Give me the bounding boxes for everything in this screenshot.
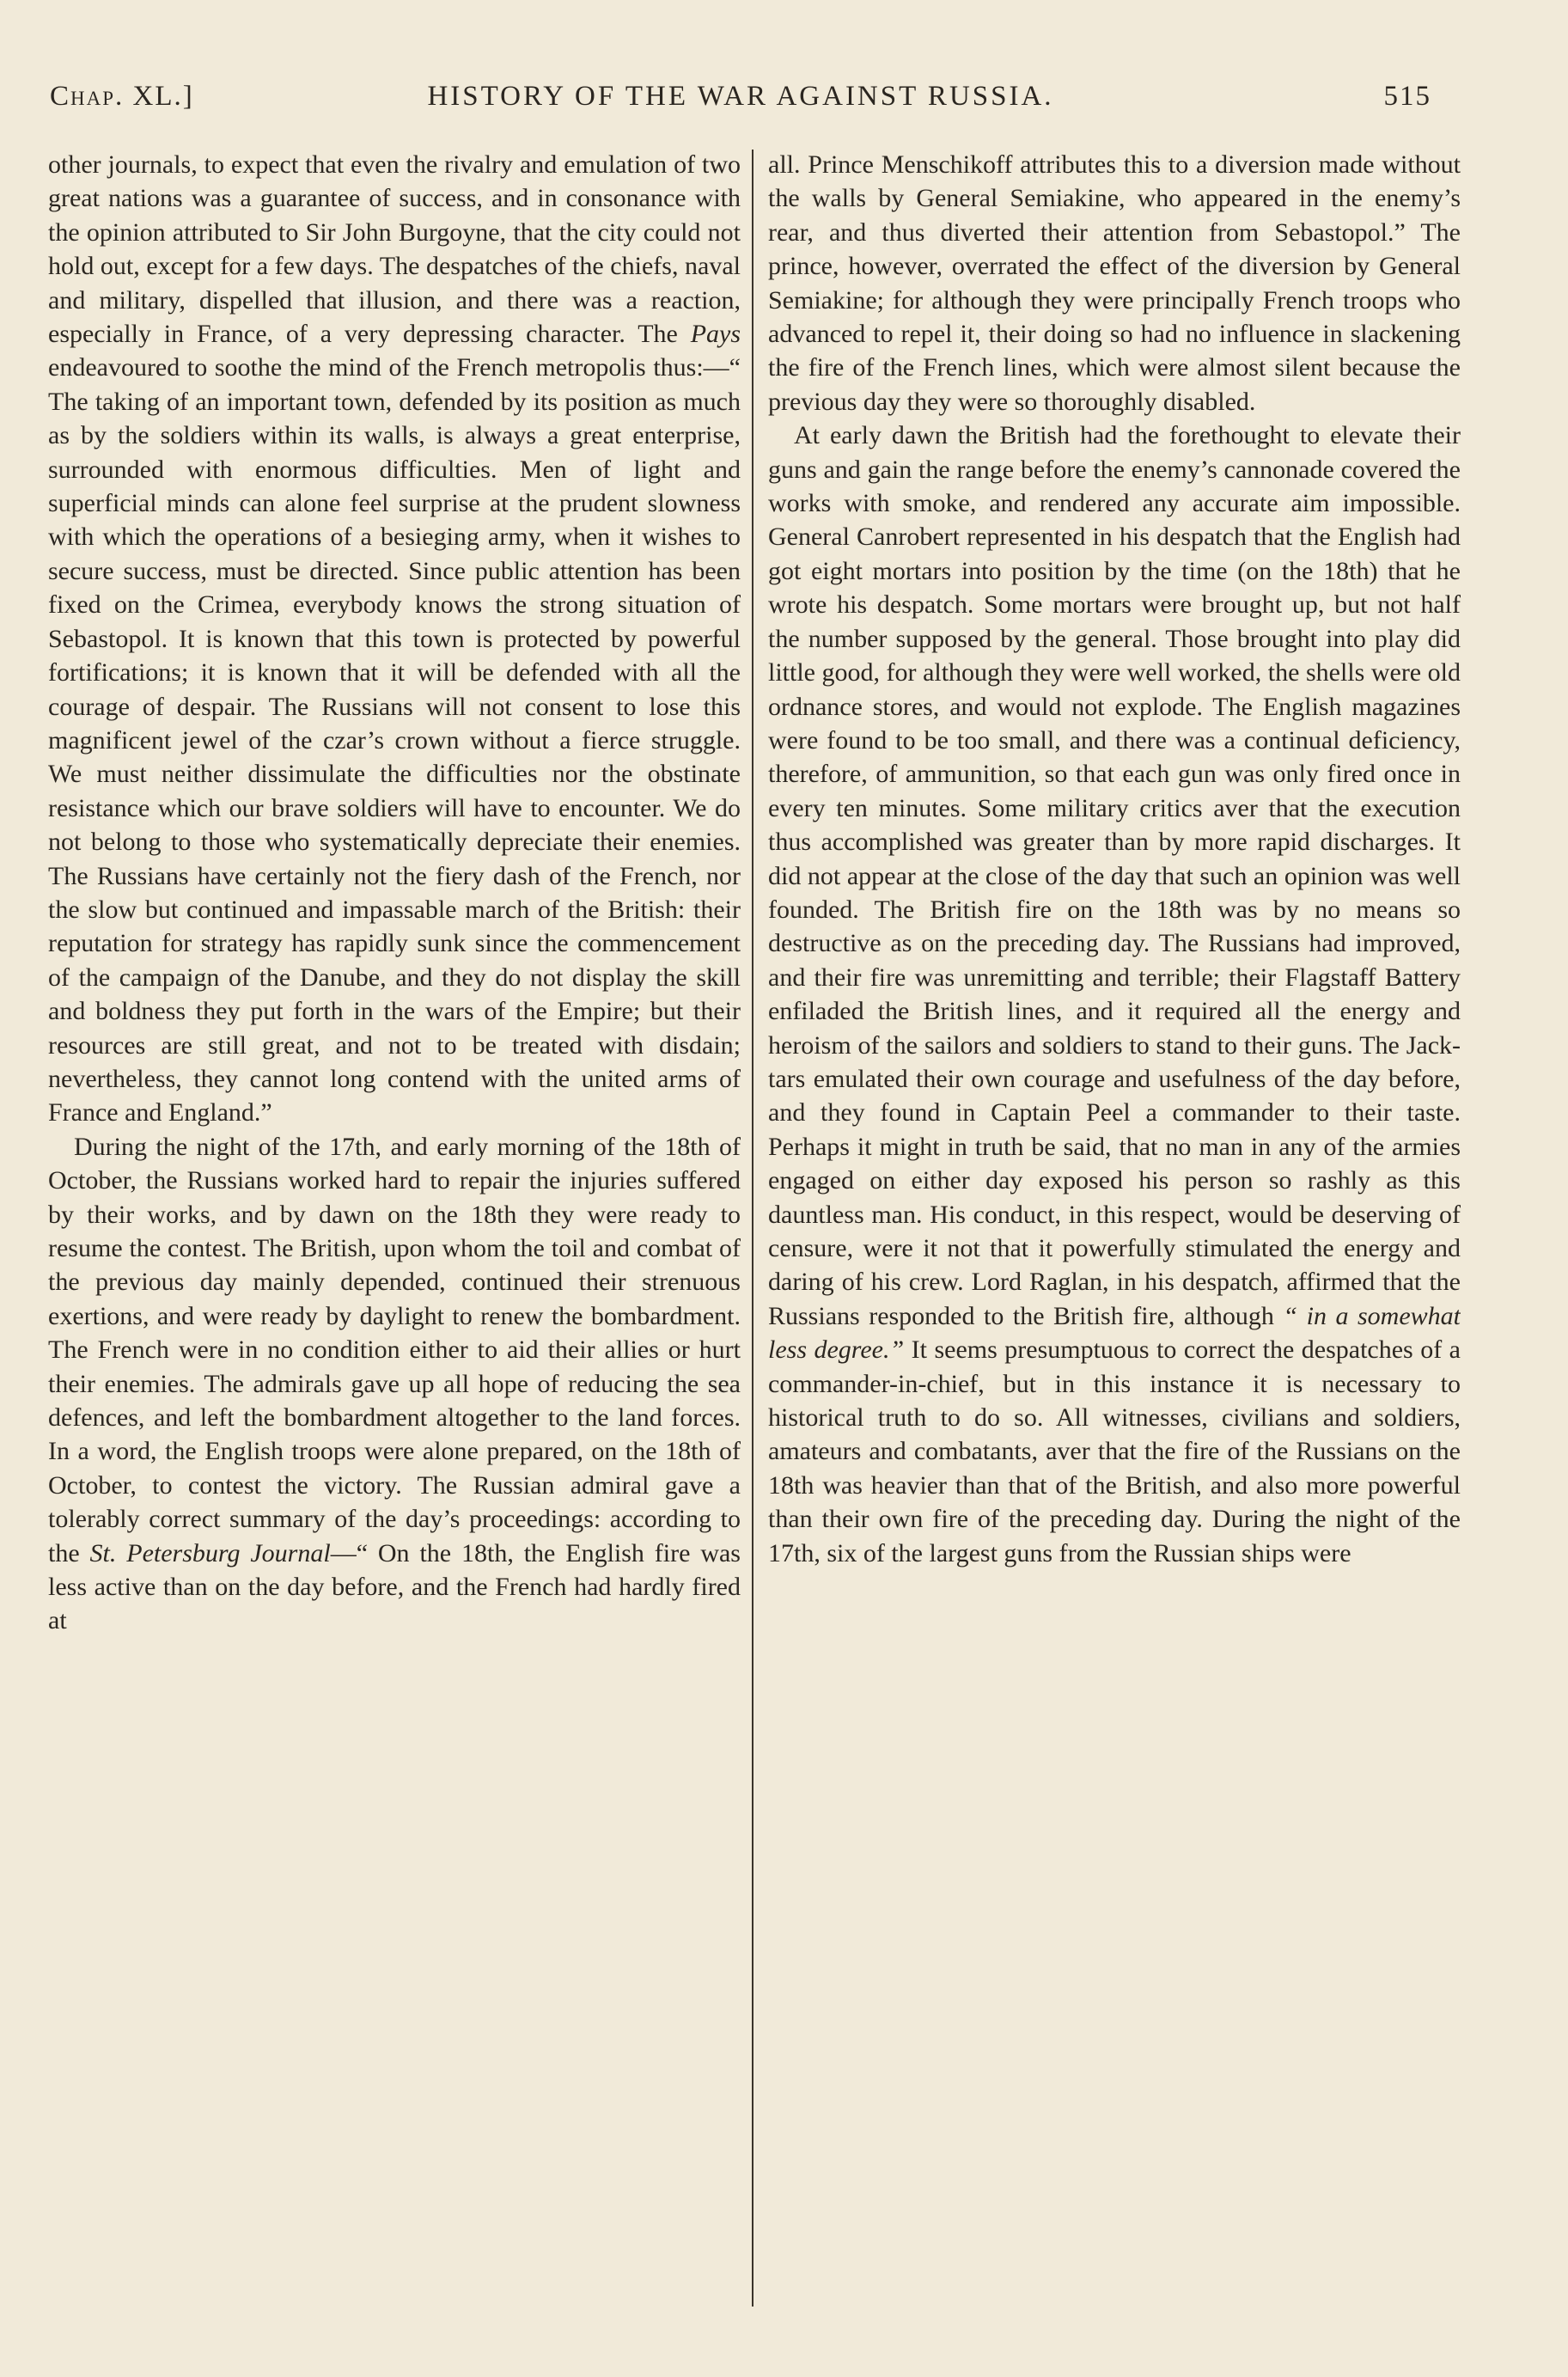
right-p2-text: At early dawn the British had the forethought to elevate their guns and gain the range before the enemy’s cannonade covered the works with smoke, and rendered any accurate aim impossible. General Canrobert represented in his despatch that the English had got eight mortars into position by the time (on the 18th) that he wrote his despatch. Some mortars were brought up, but not half the number supposed by the general. Those brought into play did little good, for although they were well worked, the shells were old ordnance stores, and would not explode. The English magazines were found to be too small, and there was a continual deficiency, therefore, of ammunition, so that each gun was only fired once in every ten minutes. Some military critics aver that the execution thus accomplished was greater than by more rapid discharges. It did not appear at the close of the day that such an opinion was well founded. The British fire on the 18th was by no means so destructive as on the preceding day. The Russians had improved, and their fire was unremitting and terrible; their Flagstaff Battery enfiladed the British lines, and it required all the energy and heroism of the sailors and soldiers to stand to their guns. The Jack-tars emulated their own courage and usefulness of the day before, and they found in Captain Peel a commander to their taste. Perhaps it might in truth be said, that no man in any of the armies engaged on either day exposed his person so rashly as this dauntless man. His conduct, in this respect, would be deserving of censure, were it not that it powerfully stimulated the energy and daring of his crew. Lord Raglan, in his despatch, affirmed that the Russians responded to the British fire, although: [768, 421, 1461, 1330]
raglan-quote: “ in a somewhat less degree.”: [768, 1301, 1461, 1365]
running-title: HISTORY OF THE WAR AGAINST RUSSIA.: [427, 81, 1054, 112]
left-p2-end: —“ On the 18th, the English fire was less active than on the day before, and the French had hardly fired at: [48, 1538, 741, 1635]
chapter-label: Chap. XL.]: [50, 81, 194, 112]
journal-title: St. Petersburg Journal: [89, 1538, 331, 1567]
left-paragraph-2: [48, 1130, 741, 1638]
right-p1-text: all. Prince Menschikoff attributes this to a diversion made without the walls by General Semiakine, who appeared in the enemy’s rear, and thus diverted their attention from Sebastopol.” The prince, however, overrated the effect of the diversion by General Semiakine; for although they were principally French troops who advanced to repel it, their doing so had no influence in slackening the fire of the French lines, which were almost silent because the previous day they were so thoroughly disabled.: [768, 150, 1461, 416]
left-p2-text: During the night of the 17th, and early morning of the 18th of October, the Russians worked hard to repair the injuries suffered by their works, and by dawn on the 18th they were ready to resume the contest. The British, upon whom the toil and combat of the previous day mainly depended, continued their strenuous exertions, and were ready by daylight to renew the bombardment. The French were in no condition either to aid their allies or hurt their enemies. The admirals gave up all hope of reducing the sea defences, and left the bombardment altogether to the land forces. In a word, the English troops were alone prepared, on the 18th of October, to contest the victory. The Russian admiral gave a tolerably correct summary of the day’s proceedings: according to the: [48, 1132, 741, 1567]
left-paragraph-1: [48, 148, 741, 1130]
column-divider: [752, 150, 753, 2307]
running-header: [50, 81, 1431, 132]
page-number: 515: [1383, 81, 1431, 112]
pays-title: Pays: [690, 320, 741, 349]
left-column: [48, 148, 741, 2348]
right-paragraph-1: [768, 148, 1461, 419]
left-p1-end: endeavoured to soothe the mind of the French metropolis thus:—“ The taking of an important town, defended by its position as much as by the soldiers within its walls, is always a great enterprise, surrounded with enormous difficulties. Men of light and superficial minds can alone feel surprise at the prudent slowness with which the operations of a besieging army, when it wishes to secure success, must be directed. Since public attention has been fixed on the Crimea, everybody knows the strong situation of Sebastopol. It is known that this town is protected by powerful fortifications; it is known that it will be defended with all the courage of despair. The Russians will not consent to lose this magnificent jewel of the czar’s crown without a fierce struggle. We must neither dissimulate the difficulties nor the obstinate resistance which our brave soldiers will have to encounter. We do not belong to those who systematically depreciate their enemies. The Russians have certainly not the fiery dash of the French, nor the slow but continued and impassable march of the British: their reputation for strategy has rapidly sunk since the commencement of the campaign of the Danube, and they do not display the skill and boldness they put forth in the wars of the Empire; but their resources are still great, and not to be treated with disdain; nevertheless, they cannot long contend with the united arms of France and England.”: [48, 353, 741, 1127]
right-p2-end: It seems presumptuous to correct the despatches of a commander-in-chief, but in this instance it is necessary to historical truth to do so. All witnesses, civilians and soldiers, amateurs and combatants, aver that the fire of the Russians on the 18th was heavier than that of the British, and also more powerful than their own fire of the preceding day. During the night of the 17th, six of the largest guns from the Russian ships were: [768, 1335, 1461, 1567]
left-p1-text: other journals, to expect that even the rivalry and emulation of two great nations was a guarantee of success, and in consonance with the opinion attributed to Sir John Burgoyne, that the city could not hold out, except for a few days. The despatches of the chiefs, naval and military, dispelled that illusion, and there was a reaction, especially in France, of a very depressing character. The: [48, 150, 741, 349]
right-paragraph-2: [768, 419, 1461, 1570]
right-column: [768, 148, 1461, 2348]
